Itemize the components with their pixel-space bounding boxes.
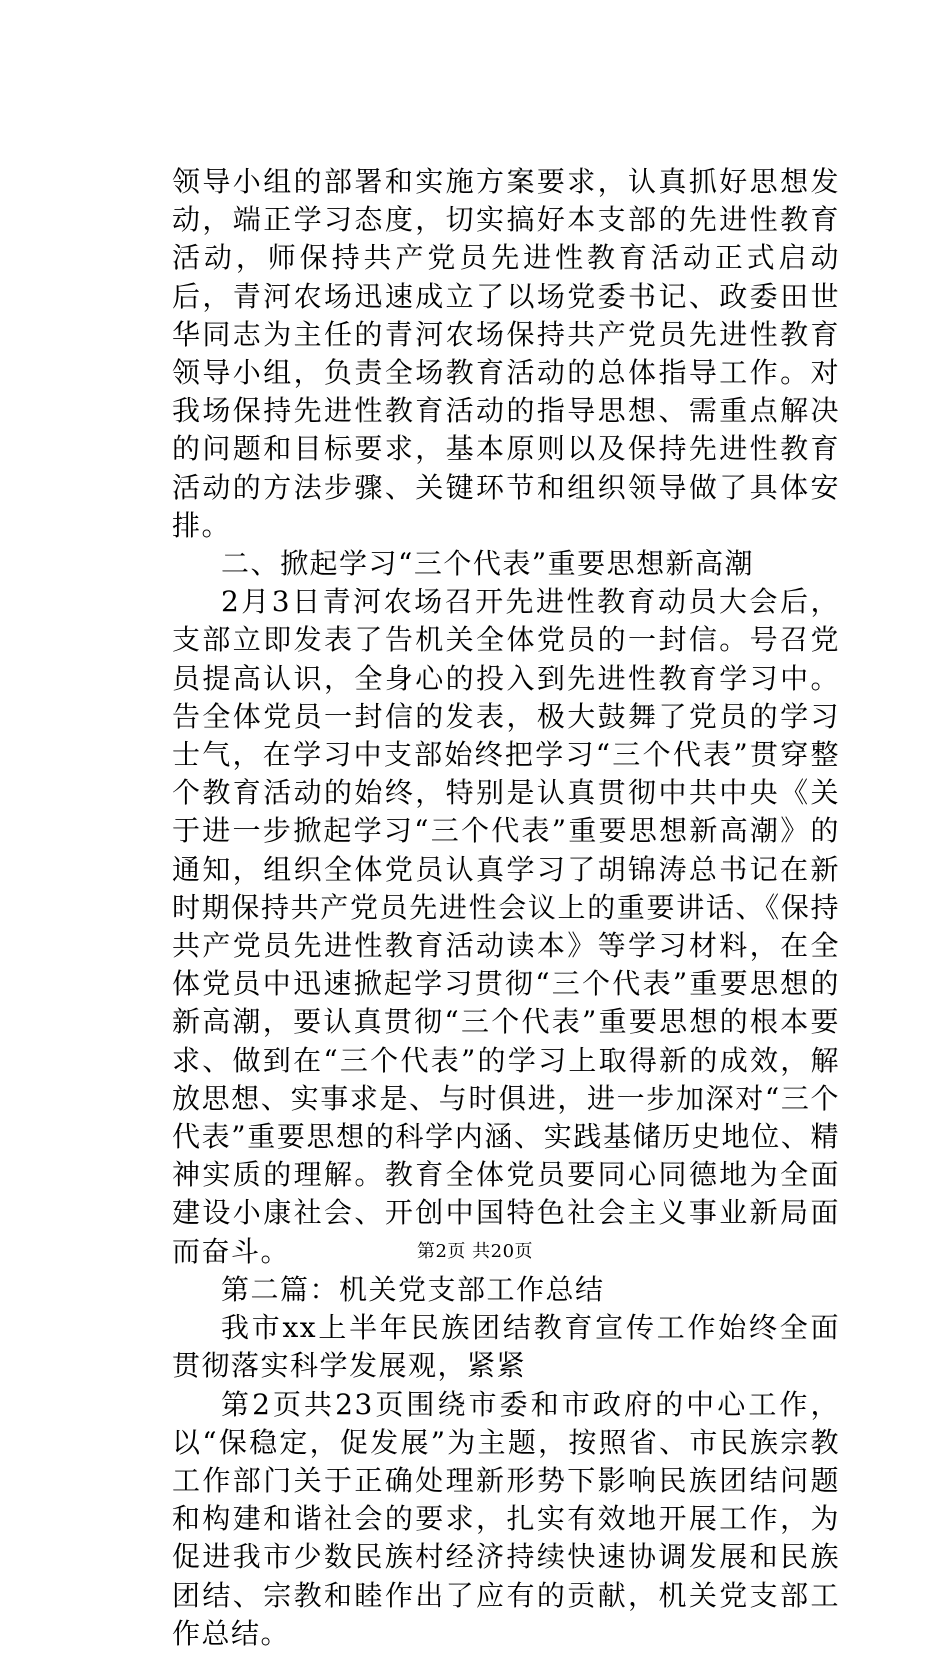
paragraph-5: 我市xx上半年民族团结教育宣传工作始终全面贯彻落实科学发展观，紧紧 bbox=[172, 1311, 840, 1383]
paragraph-1: 领导小组的部署和实施方案要求，认真抓好思想发动，端正学习态度，切实搞好本支部的先进性教育活动，师保持共产党员先进性教育活动正式启动后，青河农场迅速成立了以场党委书记、政委田世华同志为主任的青河农场保持共产党员先进性教育领导小组，负责全场教育活动的总体指导工作。对我场保持先进性教育活动的指导思想、需重点解决的问题和目标要求，基本原则以及保持先进性教育活动的方法步骤、关键环节和组织领导做了具体安排。 bbox=[172, 165, 840, 542]
document-body bbox=[172, 163, 840, 1653]
chapter-title: 第二篇：机关党支部工作总结 bbox=[221, 1272, 605, 1306]
paragraph-6: 第2页共23页围绕市委和市政府的中心工作，以“保稳定，促发展”为主题，按照省、市民族宗教工作部门关于正确处理新形势下影响民族团结问题和构建和谐社会的要求，扎实有效地开展工作，为促进我市少数民族村经济持续快速协调发展和民族团结、宗教和睦作出了应有的贡献，机关党支部工作总结。 bbox=[172, 1387, 840, 1650]
page-number-footer: 第2页 共20页 bbox=[416, 1241, 534, 1262]
paragraph-3: 2月3日青河农场召开先进性教育动员大会后，支部立即发表了告机关全体党员的一封信。号召党员提高认识，全身心的投入到先进性教育学习中。告全体党员一封信的发表，极大鼓舞了党员的学习士气，在学习中支部始终把学习“三个代表”贯穿整个教育活动的始终，特别是认真贯彻中共中央《关于进一步掀起学习“三个代表”重要思想新高潮》的通知，组织全体党员认真学习了胡锦涛总书记在新时期保持共产党员先进性会议上的重要讲话、《保持共产党员先进性教育活动读本》等学习材料，在全体党员中迅速掀起学习贯彻“三个代表”重要思想的新高潮，要认真贯彻“三个代表”重要思想的根本要求、做到在“三个代表”的学习上取得新的成效，解放思想、实事求是、与时俱进，进一步加深对“三个代表”重要思想的科学内涵、实践基储历史地位、精神实质的理解。教育全体党员要同心同德地为全面建设小康社会、开创中国特色社会主义事业新局面而奋斗。 bbox=[172, 585, 840, 1268]
section-heading-2: 二、掀起学习“三个代表”重要思想新高潮 bbox=[221, 547, 755, 581]
